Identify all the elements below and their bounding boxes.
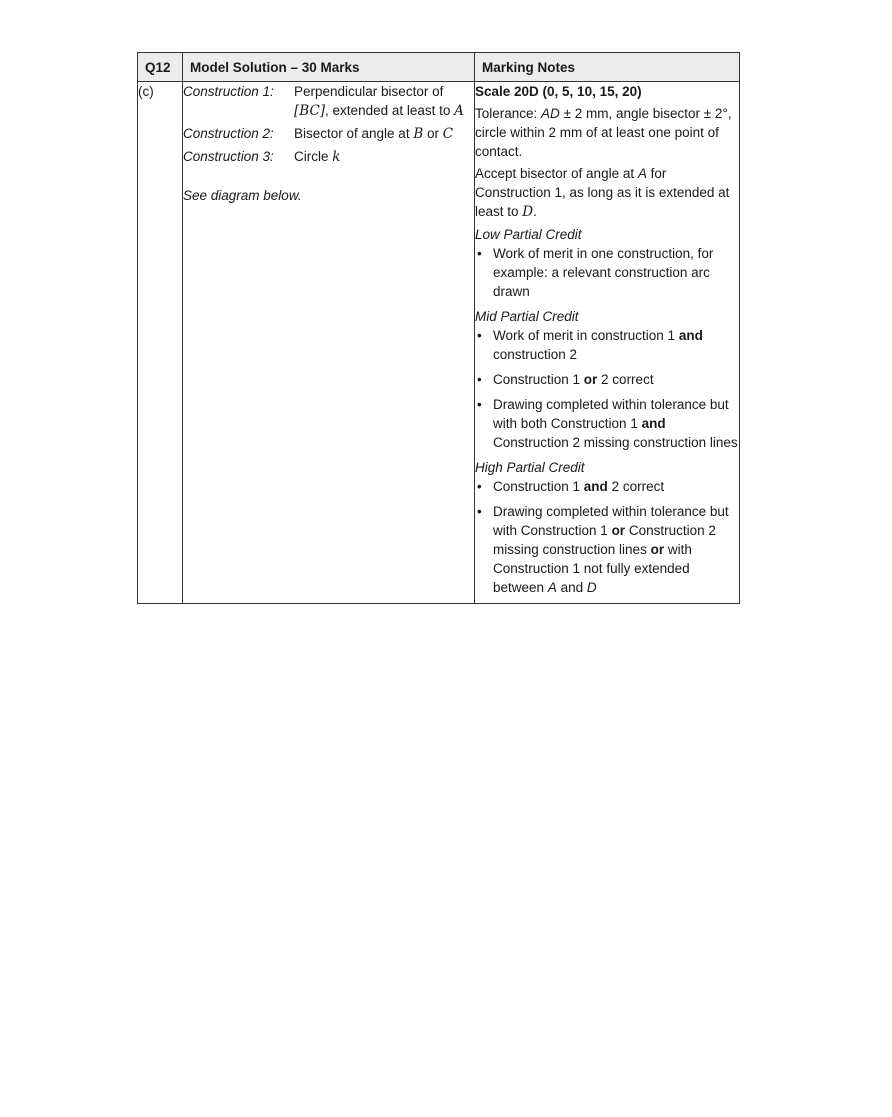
c2-point-c: C	[442, 126, 454, 142]
high-2-or2: or	[650, 542, 665, 557]
mid-3a: Drawing completed within tolerance but with both Construction 1	[493, 397, 729, 431]
mid-2-or: or	[583, 372, 598, 387]
part-label	[138, 82, 183, 604]
list-item	[475, 502, 739, 597]
mid-2b: 2 correct	[597, 372, 654, 387]
header-model-solution-text: Model Solution – 30 Marks	[190, 60, 360, 75]
accept-b: for Construction 1, as long as it is extended at least to	[475, 166, 730, 219]
high-1b: 2 correct	[607, 479, 665, 494]
header-question-text: Q12	[145, 60, 171, 75]
list-item	[475, 370, 739, 389]
mid-3-and: and	[641, 416, 666, 431]
high-2c: with Construction 1 not fully extended between	[493, 542, 692, 595]
accept-paragraph	[475, 164, 739, 222]
construction-1-label: Construction 1:	[183, 84, 274, 99]
mid-1-and: and	[678, 328, 703, 343]
construction-2	[183, 124, 474, 144]
low-partial-credit	[475, 225, 739, 301]
header-marking-notes-text: Marking Notes	[482, 60, 576, 75]
tol-a: Tolerance:	[475, 106, 542, 121]
c1-segment-bc: [BC]	[294, 103, 326, 119]
low-partial-title: Low Partial Credit	[475, 227, 582, 242]
construction-1-text	[294, 82, 474, 121]
construction-2-text	[294, 124, 474, 144]
list-item: • Work of merit in one construction, for example: a relevant construction arc drawn	[475, 244, 739, 301]
high-partial-credit	[475, 458, 739, 597]
accept-point-a: A	[637, 166, 647, 181]
mid-1a: Work of merit in construction 1	[493, 328, 679, 343]
high-2-point-d: D	[586, 580, 597, 595]
high-2-or1: or	[611, 523, 626, 538]
see-diagram-note: See diagram below.	[183, 188, 302, 203]
marking-scheme-table	[137, 52, 740, 604]
list-item	[475, 326, 739, 364]
construction-2-label: Construction 2:	[183, 126, 274, 141]
c3-text-a: Circle	[294, 149, 333, 164]
c1-text-a: Perpendicular bisector of	[294, 84, 444, 99]
c3-circle-k: k	[332, 149, 341, 165]
model-solution-cell	[183, 82, 475, 604]
high-1a: Construction 1	[493, 479, 584, 494]
high-2a: Drawing completed within tolerance but with Construction 1	[493, 504, 729, 538]
low-partial-list	[475, 244, 739, 301]
tolerance-paragraph	[475, 104, 739, 161]
part-label-text: (c)	[138, 84, 154, 99]
tol-ad: AD	[541, 106, 560, 121]
c1-point-a: A	[454, 103, 464, 119]
list-item	[475, 477, 739, 496]
construction-3	[183, 147, 474, 167]
header-row	[138, 53, 740, 82]
tol-b: ± 2 mm, angle bisector ± 2°, circle within 2 mm of at least one point of contact.	[475, 106, 732, 159]
header-model-solution	[183, 53, 475, 82]
high-partial-list	[475, 477, 739, 597]
scale-line: Scale 20D (0, 5, 10, 15, 20)	[475, 84, 642, 99]
mid-partial-credit	[475, 307, 739, 452]
c2-or: or	[423, 126, 443, 141]
high-2-point-a: A	[547, 580, 557, 595]
mid-1b: construction 2	[493, 347, 578, 362]
header-marking-notes	[475, 53, 740, 82]
high-2-and: and	[556, 580, 587, 595]
high-2b: Construction 2 missing construction lines	[493, 523, 716, 557]
construction-1	[183, 82, 474, 121]
part-c-row	[138, 82, 740, 604]
header-question	[138, 53, 183, 82]
construction-3-label: Construction 3:	[183, 149, 274, 164]
high-partial-title: High Partial Credit	[475, 460, 585, 475]
list-item	[475, 395, 739, 452]
high-1-and: and	[583, 479, 608, 494]
c2-point-b: B	[413, 126, 424, 142]
c2-text-a: Bisector of angle at	[294, 126, 414, 141]
accept-point-d: D	[522, 204, 534, 220]
marking-notes-cell	[475, 82, 740, 604]
accept-a: Accept bisector of angle at	[475, 166, 638, 181]
mid-partial-title: Mid Partial Credit	[475, 309, 579, 324]
mid-3b: Construction 2 missing construction lines	[493, 435, 738, 450]
construction-3-text	[294, 147, 474, 167]
c1-text-b: , extended at least to	[325, 103, 455, 118]
accept-c: .	[533, 204, 537, 219]
mid-2a: Construction 1	[493, 372, 584, 387]
mid-partial-list	[475, 326, 739, 452]
